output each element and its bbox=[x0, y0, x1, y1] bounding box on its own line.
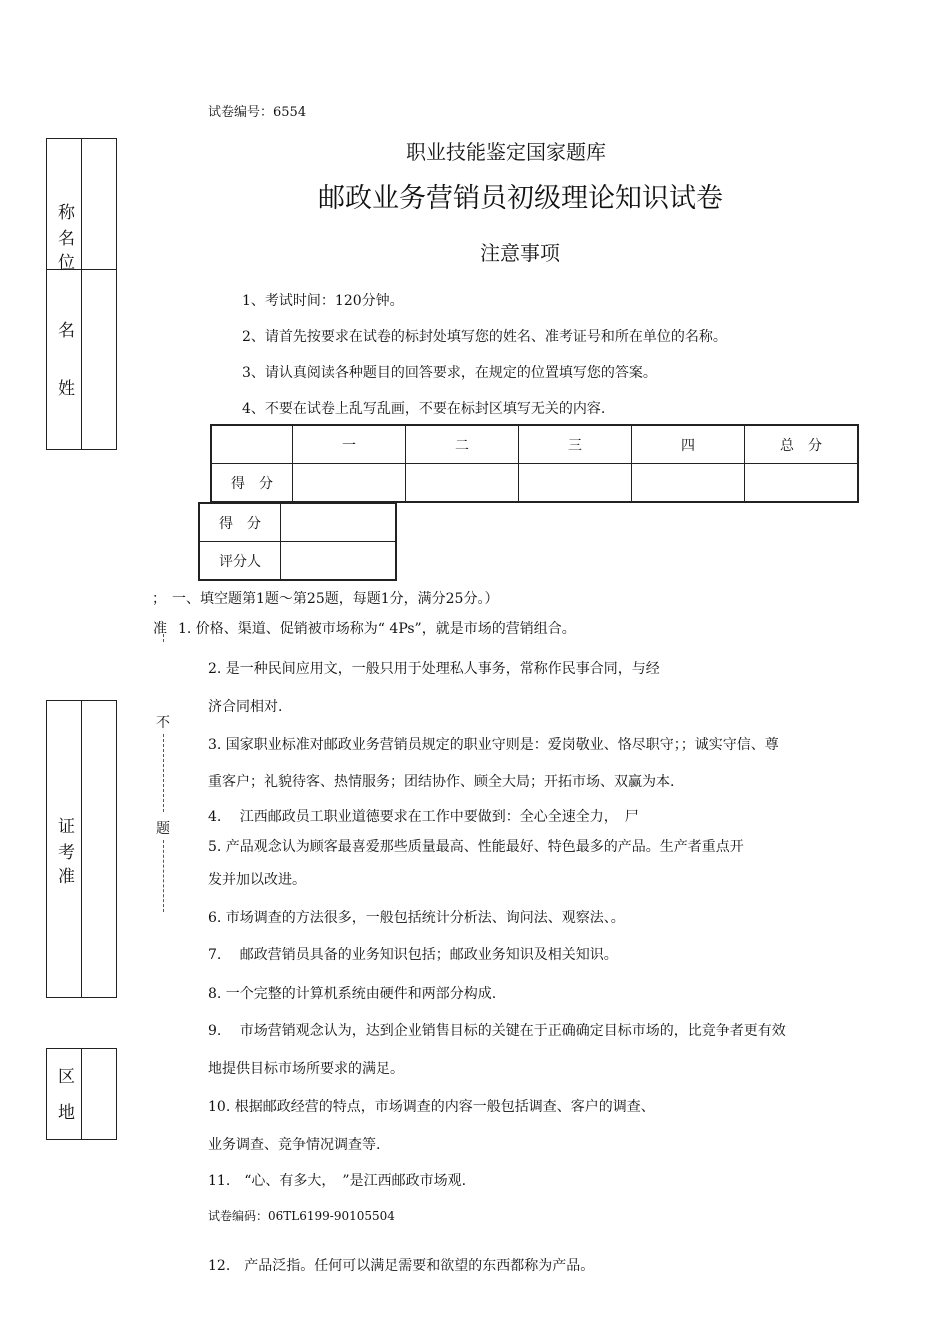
paper-code: 试卷编码：06TL6199-90105504 bbox=[208, 1209, 395, 1223]
unit-char-3: 位 bbox=[58, 253, 75, 273]
cert-char-3: 准 bbox=[58, 867, 75, 887]
notice-2: 2、请首先按要求在试卷的标封处填写您的姓名、准考证号和所在单位的名称。 bbox=[242, 329, 727, 345]
question-bank-title: 职业技能鉴定国家题库 bbox=[406, 140, 606, 164]
seal-dash-middle bbox=[163, 734, 164, 812]
score-cell-total[interactable] bbox=[745, 464, 859, 503]
question-9-line-1: 9. 市场营销观念认为，达到企业销售目标的关键在于正确确定目标市场的，比竞争者更有效 bbox=[208, 1023, 786, 1039]
notice-title: 注意事项 bbox=[480, 241, 560, 265]
question-12: 12. 产品泛指。任何可以满足需要和欲望的东西都称为产品。 bbox=[208, 1258, 595, 1274]
score-header-blank bbox=[211, 425, 293, 464]
region-char-1: 区 bbox=[58, 1067, 75, 1087]
grader-row-grader bbox=[199, 542, 396, 581]
question-8: 8. 一个完整的计算机系统由硬件和两部分构成. bbox=[208, 986, 497, 1002]
grader-name-cell[interactable] bbox=[281, 542, 397, 581]
score-cell-2[interactable] bbox=[406, 464, 519, 503]
question-5-line-2: 发并加以改进。 bbox=[208, 872, 306, 888]
cert-char-2: 考 bbox=[58, 843, 75, 863]
seal-mark-zhun: 准 bbox=[153, 621, 167, 637]
seal-char-bu: 不 bbox=[156, 715, 170, 731]
region-char-2: 地 bbox=[58, 1103, 75, 1123]
grader-name-label: 评分人 bbox=[199, 542, 281, 581]
score-header-1: 一 bbox=[293, 425, 406, 464]
question-7: 7. 邮政营销员具备的业务知识包括；邮政业务知识及相关知识。 bbox=[208, 947, 618, 963]
question-2-line-1: 2. 是一种民间应用文，一般只用于处理私人事务，常称作民事合同，与经 bbox=[208, 661, 660, 677]
seal-dash-bottom bbox=[163, 840, 164, 912]
seal-char-ti: 题 bbox=[156, 821, 170, 837]
question-9-line-2: 地提供目标市场所要求的满足。 bbox=[208, 1061, 404, 1077]
grader-score-cell[interactable] bbox=[281, 503, 397, 542]
score-cell-4[interactable] bbox=[632, 464, 745, 503]
question-4: 4. 江西邮政员工职业道德要求在工作中要做到：全心全速全力， 尸 bbox=[208, 809, 639, 825]
exam-title: 邮政业务营销员初级理论知识试卷 bbox=[318, 183, 723, 214]
notice-3: 3、请认真阅读各种题目的回答要求，在规定的位置填写您的答案。 bbox=[242, 365, 657, 381]
score-header-3: 三 bbox=[519, 425, 632, 464]
score-header-4: 四 bbox=[632, 425, 745, 464]
grader-table bbox=[198, 502, 397, 581]
notice-4: 4、不要在试卷上乱写乱画，不要在标封区填写无关的内容. bbox=[242, 401, 606, 417]
question-3-line-1: 3. 国家职业标准对邮政业务营销员规定的职业守则是：爱岗敬业、恪尽职守；；诚实守信、尊 bbox=[208, 737, 779, 753]
binding-box-unit-name bbox=[46, 138, 117, 450]
score-row-label: 得 分 bbox=[211, 464, 293, 503]
seal-dash-top bbox=[163, 634, 164, 642]
cert-char-1: 证 bbox=[58, 817, 75, 837]
unit-char-1: 称 bbox=[58, 203, 75, 223]
question-11: 11. “心、有多大， ”是江西邮政市场观. bbox=[208, 1173, 467, 1189]
unit-char-2: 名 bbox=[58, 229, 75, 249]
notice-1: 1、考试时间：120分钟。 bbox=[242, 293, 404, 309]
score-cell-3[interactable] bbox=[519, 464, 632, 503]
score-cell-1[interactable] bbox=[293, 464, 406, 503]
score-header-total: 总 分 bbox=[745, 425, 859, 464]
score-table bbox=[210, 424, 859, 503]
binding-box-admission bbox=[46, 700, 117, 998]
question-10-line-2: 业务调查、竞争情况调查等. bbox=[208, 1137, 381, 1153]
score-table-header-row bbox=[211, 425, 858, 464]
grader-score-label: 得 分 bbox=[199, 503, 281, 542]
question-10-line-1: 10. 根据邮政经营的特点，市场调查的内容一般包括调查、客户的调查、 bbox=[208, 1099, 655, 1115]
score-header-2: 二 bbox=[406, 425, 519, 464]
question-2-line-2: 济合同相对. bbox=[208, 699, 283, 715]
section-1-heading: 一、填空题第1题〜第25题，每题1分，满分25分。） bbox=[172, 591, 499, 607]
name-char-1: 名 bbox=[58, 321, 75, 341]
name-char-2: 姓 bbox=[58, 379, 75, 399]
question-6: 6. 市场调查的方法很多，一般包括统计分析法、询问法、观察法、。 bbox=[208, 910, 625, 926]
question-3-line-2: 重客户；礼貌待客、热情服务；团结协作、顾全大局；开拓市场、双赢为本. bbox=[208, 774, 675, 790]
binding-box-region bbox=[46, 1048, 117, 1140]
question-1: 1. 价格、渠道、促销被市场称为“ 4Ps”，就是市场的营销组合。 bbox=[178, 621, 576, 637]
seal-semicolon: ； bbox=[152, 591, 166, 607]
grader-row-score bbox=[199, 503, 396, 542]
score-table-score-row bbox=[211, 464, 858, 503]
question-5-line-1: 5. 产品观念认为顾客最喜爱那些质量最高、性能最好、特色最多的产品。生产者重点开 bbox=[208, 839, 744, 855]
paper-number: 试卷编号：6554 bbox=[208, 105, 307, 120]
